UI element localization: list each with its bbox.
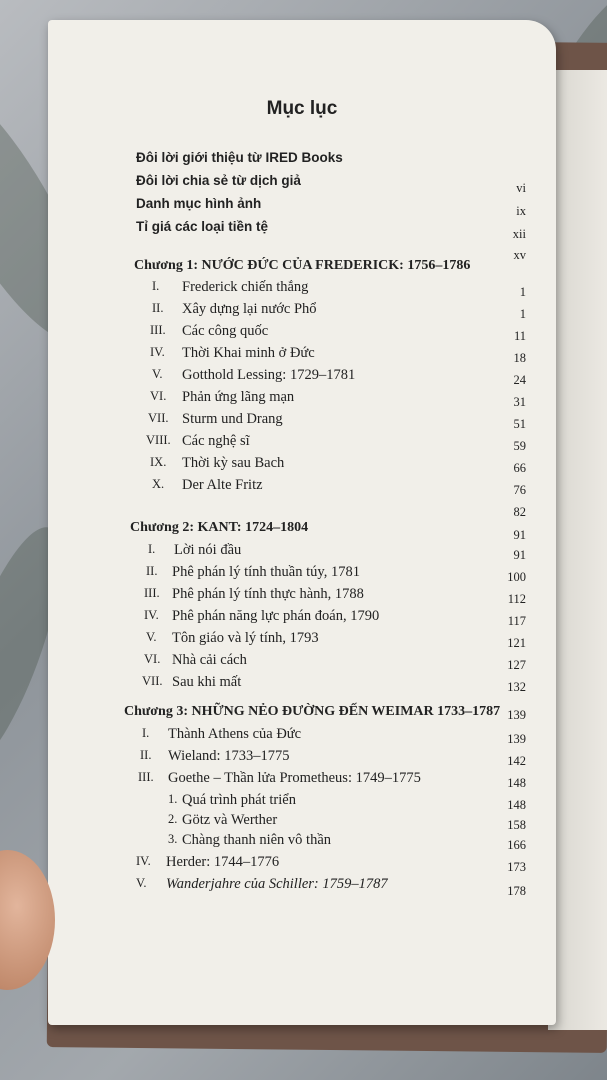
entry-page: xii [512,227,526,241]
toc-entry: I. Lời nói đầu 91 [148,542,526,562]
toc-page-number: xv [513,248,526,262]
entry-page: ix [516,204,526,218]
toc-entry: I. Frederick chiến thắng 1 [152,279,526,299]
facing-page [548,70,607,1030]
entry-label: Đôi lời giới thiệu từ IRED Books [136,150,343,165]
toc-entry: V. Wanderjahre của Schiller: 1759–1787 178 [136,876,526,898]
toc-entry: V. Gotthold Lessing: 1729–1781 24 [152,367,526,387]
toc-entry: IV. Phê phán năng lực phán đoán, 1790 117 [144,608,526,628]
entry-label: Tỉ giá các loại tiền tệ [136,219,269,234]
toc-subentry: 1. Quá trình phát triển 148 [168,792,526,812]
toc-subentry: 2. Götz và Werther 158 [168,812,526,832]
toc-entry: II. Wieland: 1733–1775 142 [140,748,526,768]
toc-entry: IV. Thời Khai minh ở Đức 18 [150,345,526,365]
toc-entry: VII. Sturm und Drang 51 [148,411,526,431]
chapter-heading: Chương 2: KANT: 1724–1804 91 [130,520,526,542]
toc-entry: VI. Nhà cải cách 127 [144,652,526,672]
toc-entry: VI. Phản ứng lãng mạn 31 [150,389,526,409]
page-title: Mục lục [266,98,338,119]
chapter-title: Chương 3: NHỮNG NẺO ĐƯỜNG ĐẾN WEIMAR 1733–1787 [124,704,501,719]
toc-entry [48,219,556,241]
chapter-heading [48,258,556,280]
toc-entry: X. Der Alte Fritz 76 [152,477,526,497]
entry-label: Đôi lời chia sẻ từ dịch giả [136,173,301,188]
entry-page: vi [516,181,526,195]
toc-page-number: 82 [513,505,526,519]
toc-entry: II. Xây dựng lại nước Phổ 1 [152,301,526,321]
toc-subentry: 3. Chàng thanh niên vô thần 166 [168,832,526,852]
chapter-title: Chương 2: KANT: 1724–1804 [130,520,309,535]
chapter-heading: Chương 3: NHỮNG NẺO ĐƯỜNG ĐẾN WEIMAR 1733–1787 139 [124,704,526,722]
entry-label: Danh mục hình ảnh [136,196,262,211]
toc-page [48,20,556,1025]
toc-entry: II. Phê phán lý tính thuần túy, 1781 100 [146,564,526,584]
chapter-title: Chương 1: NƯỚC ĐỨC CỦA FREDERICK: 1756–1786 [134,258,471,273]
toc-entry: VII. Sau khi mất 132 [142,674,526,694]
toc-entry: III. Phê phán lý tính thực hành, 1788 112 [144,586,526,606]
toc-entry [48,173,556,195]
toc-entry: V. Tôn giáo và lý tính, 1793 121 [146,630,526,650]
toc-entry: IX. Thời kỳ sau Bach 66 [150,455,526,475]
toc-entry: I. Thành Athens của Đức 139 [142,726,526,746]
toc-entry: VIII. Các nghệ sĩ 59 [146,433,526,453]
toc-entry: IV. Herder: 1744–1776 173 [136,854,526,874]
toc-entry: III. Goethe – Thần lửa Prometheus: 1749–1775 148 [138,770,526,790]
toc-entry: III. Các công quốc 11 [150,323,526,343]
toc-entry [48,196,556,218]
toc-entry [48,150,556,172]
